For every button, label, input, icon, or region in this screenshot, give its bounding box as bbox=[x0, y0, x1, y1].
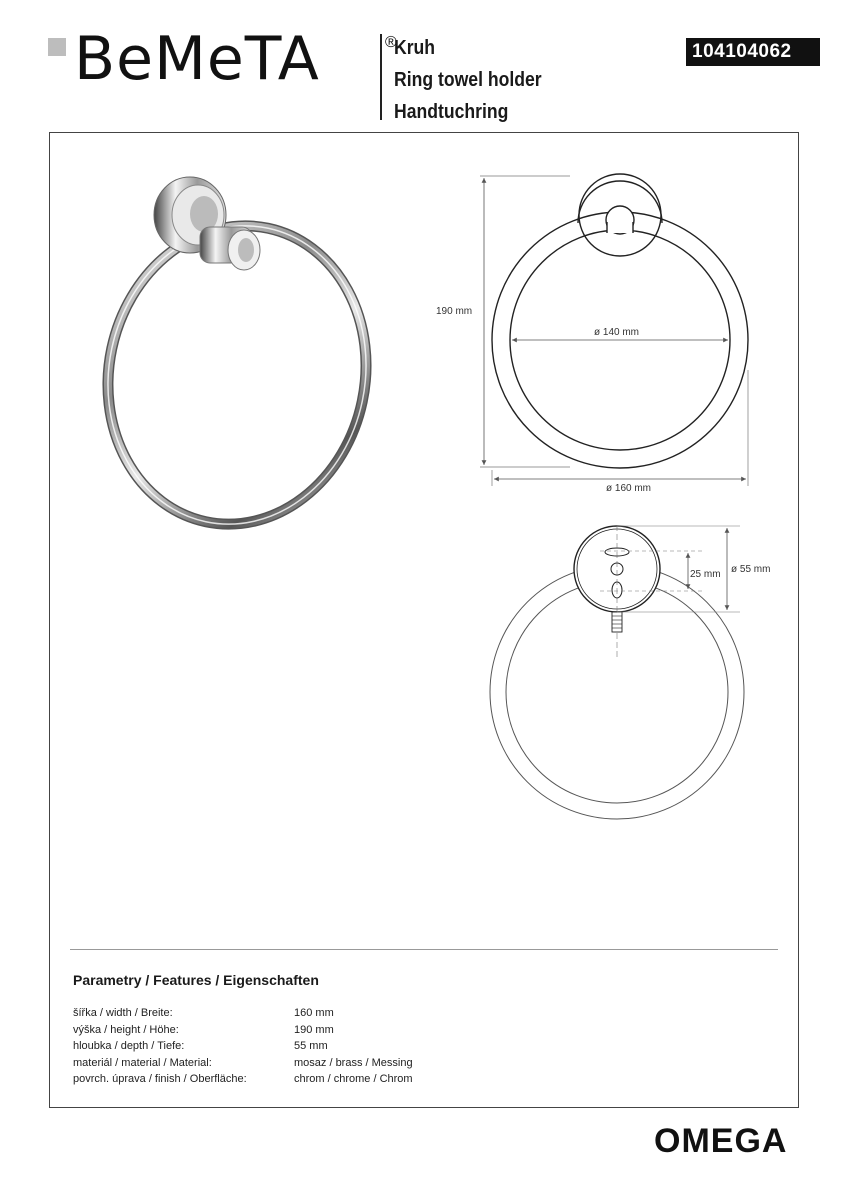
spec-label: povrch. úprava / finish / Oberfläche: bbox=[73, 1073, 247, 1085]
features-title: Parametry / Features / Eigenschaften bbox=[73, 972, 319, 988]
spec-label: šířka / width / Breite: bbox=[73, 1007, 173, 1019]
product-name-cz: Kruh bbox=[394, 37, 436, 59]
product-name-de: Handtuchring bbox=[394, 101, 509, 123]
hole-spacing-label: 25 mm bbox=[690, 569, 721, 580]
width-dimension-label: ø 160 mm bbox=[606, 483, 652, 494]
product-photo bbox=[81, 177, 394, 548]
rear-view-drawing bbox=[490, 525, 770, 819]
product-name-en: Ring towel holder bbox=[394, 69, 542, 91]
registered-mark: ® bbox=[385, 34, 397, 51]
inner-diameter-label: ø 140 mm bbox=[594, 327, 640, 338]
spec-value: 55 mm bbox=[294, 1040, 328, 1052]
product-code: 104104062 bbox=[686, 38, 820, 66]
base-diameter-label: ø 55 mm bbox=[731, 564, 771, 575]
spec-value: mosaz / brass / Messing bbox=[294, 1056, 413, 1069]
front-view-drawing bbox=[436, 174, 748, 494]
brand-name: BeMeTA bbox=[74, 24, 320, 94]
section-divider bbox=[70, 949, 778, 950]
spec-label: výška / height / Höhe: bbox=[73, 1023, 179, 1036]
spec-label: hloubka / depth / Tiefe: bbox=[73, 1040, 185, 1052]
spec-value: 160 mm bbox=[294, 1007, 334, 1019]
spec-value: chrom / chrome / Chrom bbox=[294, 1073, 413, 1085]
spec-value: 190 mm bbox=[294, 1023, 334, 1036]
height-dimension-label: 190 mm bbox=[436, 306, 473, 317]
series-name: OMEGA bbox=[654, 1122, 788, 1160]
spec-label: materiál / material / Material: bbox=[73, 1056, 212, 1069]
